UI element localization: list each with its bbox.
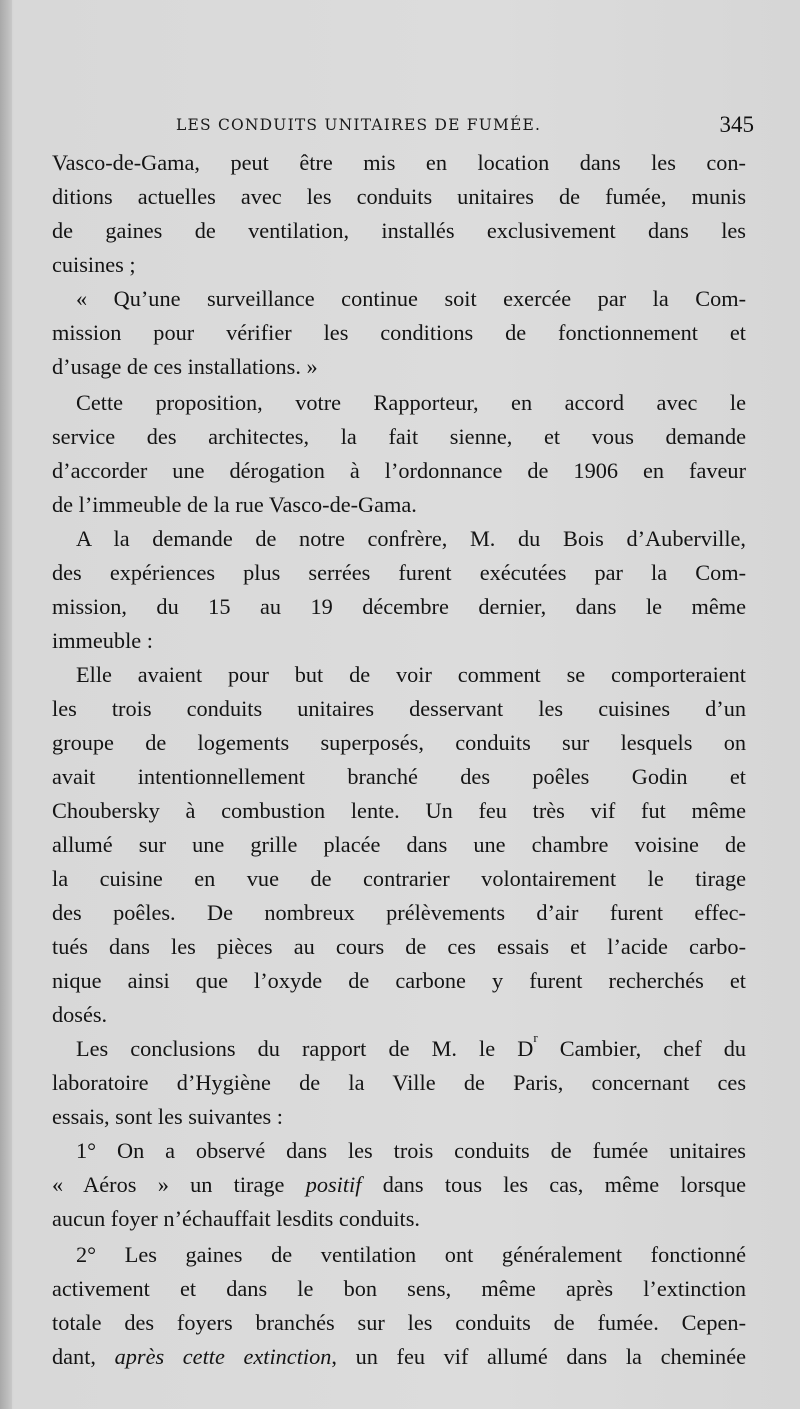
text-line: de l’immeuble de la rue Vasco-de-Gama. bbox=[52, 492, 417, 517]
text-line: des expériences plus serrées furent exécutées par la Com- bbox=[52, 560, 746, 585]
text-line: avait intentionnellement branché des poêles Godin et bbox=[52, 764, 746, 789]
page-edge-shadow bbox=[0, 0, 12, 1409]
text-line: cuisines ; bbox=[52, 252, 136, 277]
text-line: des poêles. De nombreux prélèvements d’air furent effec- bbox=[52, 900, 746, 925]
text-line: aucun foyer n’échauffait lesdits conduits. bbox=[52, 1206, 420, 1231]
text-line: Elle avaient pour but de voir comment se comporteraient bbox=[76, 662, 746, 687]
text-line: groupe de logements superposés, conduits sur lesquels on bbox=[52, 730, 746, 755]
text-line: 2° Les gaines de ventilation ont généralement fonctionné bbox=[76, 1242, 746, 1267]
text-line: la cuisine en vue de contrarier volontairement le tirage bbox=[52, 866, 746, 891]
text-line: A la demande de notre confrère, M. du Bois d’Auberville, bbox=[76, 526, 746, 551]
text-line: tués dans les pièces au cours de ces essais et l’acide carbo- bbox=[52, 934, 746, 959]
text-line: ditions actuelles avec les conduits unitaires de fumée, munis bbox=[52, 184, 746, 209]
text-line: dant, après cette extinction, un feu vif allumé dans la cheminée bbox=[52, 1344, 746, 1369]
text-line: Vasco-de-Gama, peut être mis en location dans les con- bbox=[52, 150, 746, 175]
text-line: « Qu’une surveillance continue soit exercée par la Com- bbox=[76, 286, 746, 311]
text-line: essais, sont les suivantes : bbox=[52, 1104, 284, 1129]
text-line: Choubersky à combustion lente. Un feu très vif fut même bbox=[52, 798, 746, 823]
text-line: nique ainsi que l’oxyde de carbone y furent recherchés et bbox=[52, 968, 746, 993]
text-line: totale des foyers branchés sur les conduits de fumée. Cepen- bbox=[52, 1310, 746, 1335]
text-line: d’usage de ces installations. » bbox=[52, 354, 318, 379]
text-line: service des architectes, la fait sienne, et vous demande bbox=[52, 424, 746, 449]
text-line: laboratoire d’Hygiène de la Ville de Paris, concernant ces bbox=[52, 1070, 746, 1095]
text-line: les trois conduits unitaires desservant les cuisines d’un bbox=[52, 696, 746, 721]
text-line: mission, du 15 au 19 décembre dernier, dans le même bbox=[52, 594, 746, 619]
text-line: 1° On a observé dans les trois conduits de fumée unitaires bbox=[76, 1138, 746, 1163]
page-number: 345 bbox=[719, 112, 754, 137]
text-line: mission pour vérifier les conditions de fonctionnement et bbox=[52, 320, 746, 345]
text-line: Les conclusions du rapport de M. le $D^r$ Cambier, chef du bbox=[76, 1029, 746, 1061]
text-line: activement et dans le bon sens, même après l’extinction bbox=[52, 1276, 746, 1301]
text-line: Cette proposition, votre Rapporteur, en accord avec le bbox=[76, 390, 746, 415]
text-line: immeuble : bbox=[52, 628, 153, 653]
running-title: LES CONDUITS UNITAIRES DE FUMÉE. bbox=[176, 116, 542, 134]
page-header bbox=[0, 112, 800, 142]
text-line: « Aéros » un tirage positif dans tous les cas, même lorsque bbox=[52, 1172, 746, 1197]
text-line: de gaines de ventilation, installés exclusivement dans les bbox=[52, 218, 746, 243]
text-line: allumé sur une grille placée dans une chambre voisine de bbox=[52, 832, 746, 857]
text-line: dosés. bbox=[52, 1002, 108, 1027]
text-line: d’accorder une dérogation à l’ordonnance de 1906 en faveur bbox=[52, 458, 746, 483]
